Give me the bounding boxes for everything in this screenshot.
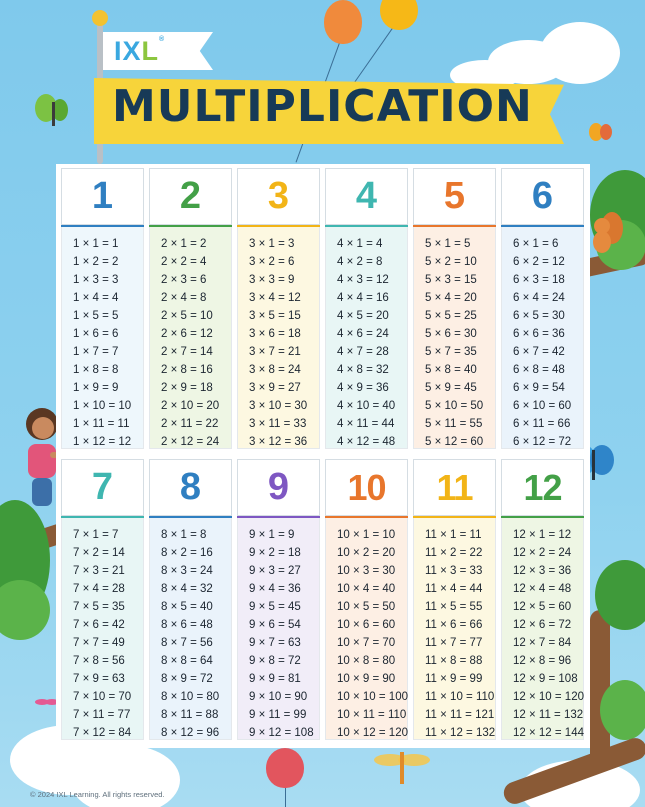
fact-row: 5 × 5 = 25 <box>425 310 477 322</box>
butterfly-icon <box>34 92 72 136</box>
fact-row: 7 × 12 = 84 <box>73 727 132 739</box>
fact-row: 6 × 7 = 42 <box>513 346 565 358</box>
tree-icon <box>600 680 645 740</box>
fact-row: 12 × 1 = 12 <box>513 529 572 541</box>
fact-row: 4 × 12 = 48 <box>337 436 396 448</box>
fact-row: 5 × 4 = 20 <box>425 292 477 304</box>
fact-row: 6 × 1 = 6 <box>513 238 559 250</box>
fact-row: 1 × 11 = 11 <box>73 418 130 430</box>
fact-row: 12 × 8 = 96 <box>513 655 572 667</box>
fact-row: 12 × 6 = 72 <box>513 619 572 631</box>
fact-row: 11 × 3 = 33 <box>425 565 483 577</box>
fact-row: 11 × 12 = 132 <box>425 727 496 739</box>
fact-row: 6 × 3 = 18 <box>513 274 565 286</box>
fact-row: 12 × 11 = 132 <box>513 709 584 721</box>
balloon-icon <box>266 748 304 788</box>
fact-row: 11 × 4 = 44 <box>425 583 483 595</box>
multiplication-board <box>56 164 590 748</box>
butterfly-icon <box>588 120 614 146</box>
fact-row: 10 × 10 = 100 <box>337 691 408 703</box>
fact-row: 7 × 9 = 63 <box>73 673 125 685</box>
fact-row: 2 × 10 = 20 <box>161 400 220 412</box>
squirrel-icon <box>590 212 624 254</box>
balloon-string <box>352 28 393 86</box>
table-facts <box>325 227 408 449</box>
fact-row: 6 × 2 = 12 <box>513 256 565 268</box>
fact-row: 12 × 4 = 48 <box>513 583 572 595</box>
table-facts <box>237 518 320 740</box>
fact-row: 5 × 6 = 30 <box>425 328 477 340</box>
fact-row: 12 × 12 = 144 <box>513 727 584 739</box>
fact-row: 1 × 10 = 10 <box>73 400 132 412</box>
fact-row: 5 × 2 = 10 <box>425 256 477 268</box>
fact-row: 3 × 10 = 30 <box>249 400 308 412</box>
fact-row: 8 × 8 = 64 <box>161 655 213 667</box>
fact-row: 2 × 9 = 18 <box>161 382 213 394</box>
table-facts <box>149 518 232 740</box>
fact-row: 9 × 9 = 81 <box>249 673 301 685</box>
fact-row: 2 × 3 = 6 <box>161 274 207 286</box>
fact-row: 1 × 8 = 8 <box>73 364 119 376</box>
fact-row: 7 × 1 = 7 <box>73 529 119 541</box>
fact-row: 2 × 11 = 22 <box>161 418 219 430</box>
ixl-logo <box>114 36 165 67</box>
fact-row: 10 × 12 = 120 <box>337 727 408 739</box>
fact-row: 8 × 4 = 32 <box>161 583 213 595</box>
table-column-7 <box>61 459 144 740</box>
fact-row: 4 × 9 = 36 <box>337 382 389 394</box>
fact-row: 5 × 11 = 55 <box>425 418 483 430</box>
fact-row: 6 × 12 = 72 <box>513 436 572 448</box>
fact-row: 11 × 5 = 55 <box>425 601 483 613</box>
fact-row: 10 × 2 = 20 <box>337 547 396 559</box>
fact-row: 10 × 8 = 80 <box>337 655 396 667</box>
fact-row: 3 × 2 = 6 <box>249 256 295 268</box>
table-header-11: 11 <box>413 459 496 516</box>
fact-row: 12 × 3 = 36 <box>513 565 572 577</box>
table-header-2: 2 <box>149 168 232 225</box>
fact-row: 6 × 11 = 66 <box>513 418 571 430</box>
fact-row: 2 × 12 = 24 <box>161 436 220 448</box>
fact-row: 7 × 3 = 21 <box>73 565 125 577</box>
fact-row: 12 × 7 = 84 <box>513 637 572 649</box>
table-facts <box>237 227 320 449</box>
flag-pole-top <box>92 10 108 26</box>
cloud-icon <box>540 22 620 84</box>
fact-row: 1 × 9 = 9 <box>73 382 119 394</box>
table-facts <box>501 518 584 740</box>
fact-row: 11 × 2 = 22 <box>425 547 483 559</box>
fact-row: 11 × 10 = 110 <box>425 691 495 703</box>
table-facts <box>501 227 584 449</box>
fact-row: 1 × 5 = 5 <box>73 310 119 322</box>
fact-row: 11 × 1 = 11 <box>425 529 482 541</box>
table-column-1 <box>61 168 144 449</box>
table-header-6: 6 <box>501 168 584 225</box>
table-facts <box>325 518 408 740</box>
fact-row: 9 × 12 = 108 <box>249 727 314 739</box>
fact-row: 8 × 1 = 8 <box>161 529 207 541</box>
table-column-8 <box>149 459 232 740</box>
fact-row: 9 × 8 = 72 <box>249 655 301 667</box>
fact-row: 12 × 2 = 24 <box>513 547 572 559</box>
logo-registered: ® <box>159 36 166 43</box>
fact-row: 5 × 3 = 15 <box>425 274 477 286</box>
fact-row: 9 × 6 = 54 <box>249 619 301 631</box>
fact-row: 9 × 5 = 45 <box>249 601 301 613</box>
fact-row: 1 × 4 = 4 <box>73 292 119 304</box>
dragonfly-icon <box>372 746 432 786</box>
fact-row: 9 × 7 = 63 <box>249 637 301 649</box>
fact-row: 10 × 5 = 50 <box>337 601 396 613</box>
fact-row: 4 × 5 = 20 <box>337 310 389 322</box>
logo-l: L <box>141 36 160 66</box>
fact-row: 11 × 9 = 99 <box>425 673 483 685</box>
table-header-9: 9 <box>237 459 320 516</box>
fact-row: 4 × 2 = 8 <box>337 256 383 268</box>
fact-row: 3 × 1 = 3 <box>249 238 295 250</box>
table-header-12: 12 <box>501 459 584 516</box>
fact-row: 3 × 4 = 12 <box>249 292 301 304</box>
fact-row: 4 × 1 = 4 <box>337 238 383 250</box>
fact-row: 8 × 9 = 72 <box>161 673 213 685</box>
fact-row: 7 × 11 = 77 <box>73 709 131 721</box>
fact-row: 2 × 6 = 12 <box>161 328 213 340</box>
fact-row: 3 × 11 = 33 <box>249 418 307 430</box>
balloon-icon <box>324 0 362 44</box>
table-facts <box>61 227 144 449</box>
fact-row: 10 × 4 = 40 <box>337 583 396 595</box>
fact-row: 6 × 8 = 48 <box>513 364 565 376</box>
fact-row: 3 × 3 = 9 <box>249 274 295 286</box>
fact-row: 11 × 7 = 77 <box>425 637 483 649</box>
fact-row: 5 × 9 = 45 <box>425 382 477 394</box>
fact-row: 12 × 5 = 60 <box>513 601 572 613</box>
fact-row: 6 × 6 = 36 <box>513 328 565 340</box>
fact-row: 3 × 6 = 18 <box>249 328 301 340</box>
fact-row: 1 × 6 = 6 <box>73 328 119 340</box>
fact-row: 9 × 1 = 9 <box>249 529 295 541</box>
fact-row: 8 × 12 = 96 <box>161 727 220 739</box>
table-header-3: 3 <box>237 168 320 225</box>
fact-row: 4 × 4 = 16 <box>337 292 389 304</box>
table-column-3 <box>237 168 320 449</box>
fact-row: 10 × 6 = 60 <box>337 619 396 631</box>
fact-row: 6 × 4 = 24 <box>513 292 565 304</box>
table-header-1: 1 <box>61 168 144 225</box>
fact-row: 7 × 4 = 28 <box>73 583 125 595</box>
balloon-icon <box>380 0 418 30</box>
fact-row: 2 × 8 = 16 <box>161 364 213 376</box>
fact-row: 4 × 8 = 32 <box>337 364 389 376</box>
table-facts <box>413 518 496 740</box>
fact-row: 9 × 3 = 27 <box>249 565 301 577</box>
fact-row: 1 × 12 = 12 <box>73 436 132 448</box>
fact-row: 8 × 3 = 24 <box>161 565 213 577</box>
fact-row: 9 × 2 = 18 <box>249 547 301 559</box>
fact-row: 11 × 6 = 66 <box>425 619 483 631</box>
fact-row: 5 × 12 = 60 <box>425 436 484 448</box>
table-column-4 <box>325 168 408 449</box>
fact-row: 9 × 11 = 99 <box>249 709 307 721</box>
table-column-5 <box>413 168 496 449</box>
fact-row: 3 × 7 = 21 <box>249 346 301 358</box>
fact-row: 10 × 9 = 90 <box>337 673 396 685</box>
fact-row: 8 × 7 = 56 <box>161 637 213 649</box>
fact-row: 8 × 11 = 88 <box>161 709 219 721</box>
fact-row: 4 × 11 = 44 <box>337 418 395 430</box>
fact-row: 8 × 5 = 40 <box>161 601 213 613</box>
fact-row: 8 × 6 = 48 <box>161 619 213 631</box>
fact-row: 1 × 3 = 3 <box>73 274 119 286</box>
table-facts <box>413 227 496 449</box>
logo-ix: IX <box>114 36 142 66</box>
fact-row: 3 × 12 = 36 <box>249 436 308 448</box>
fact-row: 11 × 11 = 121 <box>425 709 495 721</box>
fact-row: 6 × 10 = 60 <box>513 400 572 412</box>
table-header-10: 10 <box>325 459 408 516</box>
fact-row: 7 × 10 = 70 <box>73 691 132 703</box>
fact-row: 3 × 8 = 24 <box>249 364 301 376</box>
fact-row: 1 × 2 = 2 <box>73 256 119 268</box>
fact-row: 5 × 7 = 35 <box>425 346 477 358</box>
table-facts <box>61 518 144 740</box>
fact-row: 6 × 9 = 54 <box>513 382 565 394</box>
fact-row: 4 × 7 = 28 <box>337 346 389 358</box>
table-header-7: 7 <box>61 459 144 516</box>
fact-row: 11 × 8 = 88 <box>425 655 483 667</box>
table-header-4: 4 <box>325 168 408 225</box>
fact-row: 7 × 6 = 42 <box>73 619 125 631</box>
fact-row: 10 × 11 = 110 <box>337 709 407 721</box>
fact-row: 7 × 7 = 49 <box>73 637 125 649</box>
table-column-10 <box>325 459 408 740</box>
table-header-5: 5 <box>413 168 496 225</box>
fact-row: 12 × 10 = 120 <box>513 691 584 703</box>
fact-row: 5 × 10 = 50 <box>425 400 484 412</box>
fact-row: 7 × 8 = 56 <box>73 655 125 667</box>
table-column-12 <box>501 459 584 740</box>
fact-row: 8 × 2 = 16 <box>161 547 213 559</box>
fact-row: 1 × 7 = 7 <box>73 346 119 358</box>
table-column-9 <box>237 459 320 740</box>
fact-row: 4 × 6 = 24 <box>337 328 389 340</box>
fact-row: 4 × 10 = 40 <box>337 400 396 412</box>
fact-row: 5 × 1 = 5 <box>425 238 471 250</box>
table-column-11 <box>413 459 496 740</box>
fact-row: 12 × 9 = 108 <box>513 673 578 685</box>
fact-row: 2 × 1 = 2 <box>161 238 207 250</box>
page-title: MULTIPLICATION <box>112 81 533 132</box>
fact-row: 7 × 5 = 35 <box>73 601 125 613</box>
fact-row: 5 × 8 = 40 <box>425 364 477 376</box>
table-header-8: 8 <box>149 459 232 516</box>
fact-row: 4 × 3 = 12 <box>337 274 389 286</box>
fact-row: 9 × 4 = 36 <box>249 583 301 595</box>
fact-row: 7 × 2 = 14 <box>73 547 125 559</box>
fact-row: 10 × 1 = 10 <box>337 529 396 541</box>
fact-row: 10 × 3 = 30 <box>337 565 396 577</box>
fact-row: 6 × 5 = 30 <box>513 310 565 322</box>
table-column-6 <box>501 168 584 449</box>
fact-row: 3 × 9 = 27 <box>249 382 301 394</box>
fact-row: 2 × 7 = 14 <box>161 346 213 358</box>
fact-row: 2 × 2 = 4 <box>161 256 207 268</box>
copyright-text: © 2024 IXL Learning. All rights reserved. <box>30 790 165 799</box>
fact-row: 1 × 1 = 1 <box>73 238 119 250</box>
fact-row: 2 × 4 = 8 <box>161 292 207 304</box>
fact-row: 3 × 5 = 15 <box>249 310 301 322</box>
fact-row: 9 × 10 = 90 <box>249 691 308 703</box>
fact-row: 2 × 5 = 10 <box>161 310 213 322</box>
fact-row: 10 × 7 = 70 <box>337 637 396 649</box>
table-facts <box>149 227 232 449</box>
fact-row: 8 × 10 = 80 <box>161 691 220 703</box>
table-column-2 <box>149 168 232 449</box>
